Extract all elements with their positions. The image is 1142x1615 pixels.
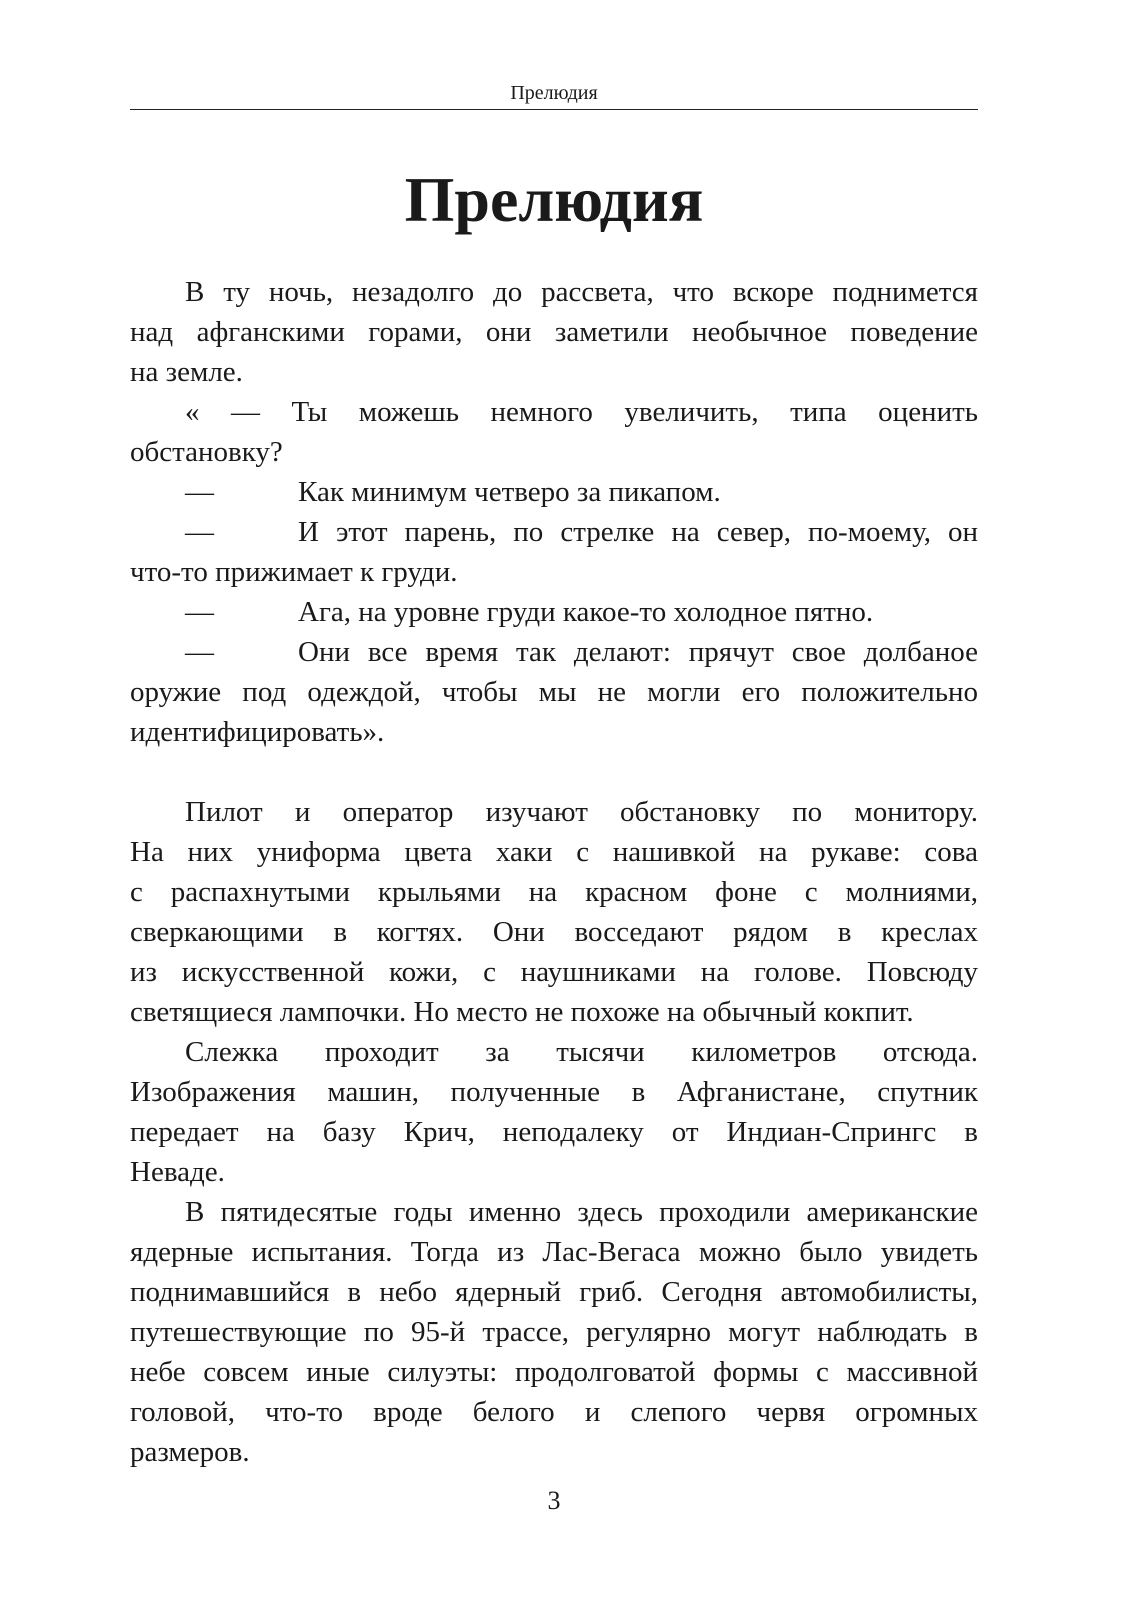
- text-line: над афганскими горами, они заметили необычное поведение: [130, 316, 978, 348]
- text-line: Неваде.: [130, 1156, 225, 1188]
- body-text: [130, 272, 978, 1472]
- paragraph: [130, 1032, 978, 1192]
- text-line: [130, 472, 978, 512]
- text-line: На них униформа цвета хаки с нашивкой на рукаве: сова: [130, 836, 978, 868]
- text-line: [130, 592, 978, 632]
- text-line: из искусственной кожи, с наушниками на голове. Повсюду: [130, 956, 978, 988]
- dialogue-paragraph: [130, 512, 978, 592]
- header-rule: [130, 109, 978, 110]
- text-line: « — Ты можешь немного увеличить, типа оценить: [185, 396, 978, 428]
- dialogue-dash: —: [185, 636, 214, 668]
- text-line: что-то прижимает к груди.: [130, 556, 458, 588]
- text-line: обстановку?: [130, 436, 283, 468]
- text-line: размеров.: [130, 1436, 250, 1468]
- page-number: 3: [547, 1486, 561, 1515]
- text-line: Слежка проходит за тысячи километров отсюда.: [185, 1036, 978, 1068]
- paragraph-gap: [130, 752, 978, 792]
- text-line: идентифицировать».: [130, 716, 385, 748]
- text-line: светящиеся лампочки. Но место не похоже на обычный кокпит.: [130, 996, 914, 1028]
- text-line: на земле.: [130, 356, 243, 388]
- dialogue-text: И этот парень, по стрелке на север, по-моему, он: [298, 516, 978, 548]
- text-line: Изображения машин, полученные в Афганистане, спутник: [130, 1076, 978, 1108]
- dialogue-dash: —: [185, 476, 214, 508]
- text-line: ядерные испытания. Тогда из Лас-Вегаса можно было увидеть: [130, 1236, 978, 1268]
- text-line: поднимавшийся в небо ядерный гриб. Сегодня автомобилисты,: [130, 1276, 978, 1308]
- text-line: с распахнутыми крыльями на красном фоне с молниями,: [130, 876, 978, 908]
- dialogue-dash: —: [185, 516, 214, 548]
- dialogue-paragraph: [130, 592, 978, 632]
- text-line: небе совсем иные силуэты: продолговатой формы с массивной: [130, 1356, 978, 1388]
- text-line: оружие под одеждой, чтобы мы не могли его положительно: [130, 676, 978, 708]
- dialogue-text: Они все время так делают: прячут свое долбаное: [298, 636, 978, 668]
- text-line: путешествующие по 95-й трассе, регулярно могут наблюдать в: [130, 1316, 978, 1348]
- paragraph: [130, 1192, 978, 1472]
- running-header: Прелюдия: [510, 82, 598, 104]
- dialogue-text: Как минимум четверо за пикапом.: [298, 476, 721, 508]
- dialogue-paragraph: [130, 472, 978, 512]
- text-line: [130, 632, 978, 672]
- text-line: В пятидесятые годы именно здесь проходили американские: [185, 1196, 978, 1228]
- text-line: [130, 512, 978, 552]
- chapter-title: Прелюдия: [404, 164, 704, 235]
- paragraph: [130, 792, 978, 1032]
- dialogue-dash: —: [185, 596, 214, 628]
- text-line: головой, что-то вроде белого и слепого червя огромных: [130, 1396, 978, 1428]
- text-line: В ту ночь, незадолго до рассвета, что вскоре поднимется: [185, 276, 978, 308]
- text-line: передает на базу Крич, неподалеку от Индиан-Спрингс в: [130, 1116, 978, 1148]
- text-line: сверкающими в когтях. Они восседают рядом в креслах: [130, 916, 978, 948]
- paragraph: [130, 392, 978, 472]
- dialogue-paragraph: [130, 632, 978, 752]
- paragraph: [130, 272, 978, 392]
- dialogue-text: Ага, на уровне груди какое-то холодное пятно.: [298, 596, 874, 628]
- text-line: Пилот и оператор изучают обстановку по монитору.: [185, 796, 978, 828]
